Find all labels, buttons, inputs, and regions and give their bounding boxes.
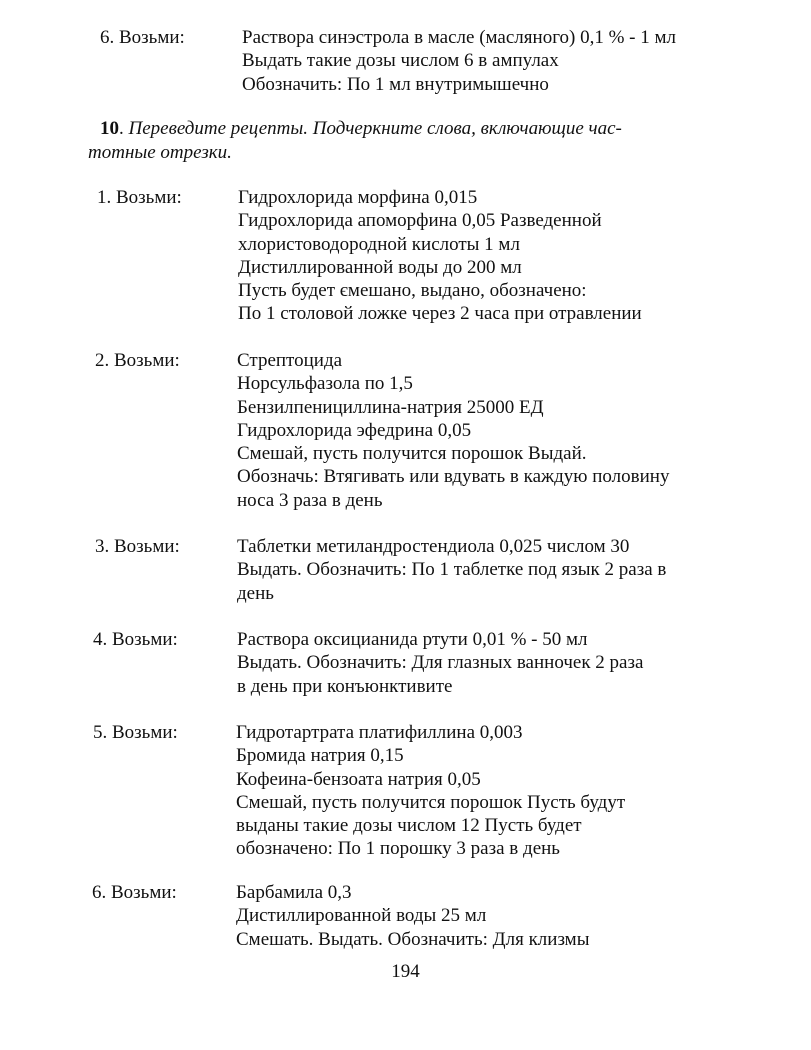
- recipe-body: [237, 535, 666, 605]
- recipe-line: Норсульфазола по 1,5: [237, 373, 413, 395]
- recipe-line: Гидрохлорида морфина 0,015: [238, 187, 478, 208]
- recipe-body: [237, 349, 669, 512]
- recipe-line: Смешай, пусть получится порошок Выдай.: [237, 443, 587, 465]
- recipe-label: 6. Возьми:: [92, 882, 177, 903]
- task-line-1: 10. Переведите рецепты. Подчеркните слова, включающие час-: [100, 118, 622, 139]
- recipe-body: [242, 26, 676, 96]
- recipe-label: 3. Возьми:: [95, 536, 180, 557]
- recipe-line: в день при конъюнктивите: [237, 675, 453, 697]
- page-number: 194: [391, 961, 420, 982]
- task-number: 10: [100, 118, 119, 139]
- recipe-line: Кофеина-бензоата натрия 0,05: [236, 768, 481, 790]
- recipe-body: [238, 186, 642, 326]
- recipe-line: Смешай, пусть получится порошок Пусть будут: [236, 791, 626, 813]
- recipe-line: Барбамила 0,3: [236, 882, 352, 903]
- recipe-line: носа 3 раза в день: [237, 489, 383, 511]
- recipe-line: Смешать. Выдать. Обозначить: Для клизмы: [236, 928, 590, 950]
- recipe-label: 5. Возьми:: [93, 722, 178, 743]
- recipe-line: Пусть будет ємешано, выдано, обозначено:: [238, 280, 587, 302]
- recipe-body: [236, 721, 625, 861]
- recipe-body: [236, 881, 589, 951]
- recipe-line: Раствора оксицианида ртути 0,01 % - 50 мл: [237, 629, 588, 650]
- recipe-label: 4. Возьми:: [93, 629, 178, 650]
- recipe-line: Гидрохлорида эфедрина 0,05: [237, 419, 472, 441]
- recipe-label: 1. Возьми:: [97, 187, 182, 208]
- recipe-line: Гидрохлорида апоморфина 0,05 Разведенной: [238, 210, 602, 232]
- recipe-line: Обозначить: По 1 мл внутримышечно: [242, 73, 549, 95]
- recipe-label: 2. Возьми:: [95, 350, 180, 371]
- task-heading: [88, 117, 740, 165]
- recipe-line: Гидротартрата платифиллина 0,003: [236, 722, 523, 743]
- recipe-line: Выдать. Обозначить: По 1 таблетке под язык 2 раза в: [237, 559, 667, 581]
- recipe-line: обозначено: По 1 порошку 3 раза в день: [236, 838, 560, 860]
- task-line-2: тотные отрезки.: [88, 142, 232, 163]
- task-instruction: Переведите рецепты. Подчеркните слова, включающие час-: [128, 118, 622, 139]
- recipe-line: день: [237, 582, 274, 604]
- recipe-line: Таблетки метиландростендиола 0,025 числом 30: [237, 536, 630, 557]
- recipe-line: Выдать такие дозы числом 6 в ампулах: [242, 50, 559, 72]
- recipe-line: По 1 столовой ложке через 2 часа при отравлении: [238, 303, 642, 325]
- recipe-label: 6. Возьми:: [100, 27, 185, 48]
- recipe-line: Дистиллированной воды 25 мл: [236, 905, 487, 927]
- recipe-line: хлористоводородной кислоты 1 мл: [238, 233, 520, 255]
- recipe-line: Бензилпенициллина-натрия 25000 ЕД: [237, 396, 544, 418]
- recipe-line: Обозначь: Втягивать или вдувать в каждую половину: [237, 466, 670, 488]
- recipe-line: Стрептоцида: [237, 350, 343, 371]
- recipe-line: Выдать. Обозначить: Для глазных ванночек 2 раза: [237, 652, 644, 674]
- recipe-body: [237, 628, 643, 698]
- recipe-line: Раствора синэстрола в масле (масляного) 0,1 % - 1 мл: [242, 27, 676, 48]
- recipe-line: Дистиллированной воды до 200 мл: [238, 256, 522, 278]
- recipe-line: Бромида натрия 0,15: [236, 745, 404, 767]
- recipe-line: выданы такие дозы числом 12 Пусть будет: [236, 815, 582, 837]
